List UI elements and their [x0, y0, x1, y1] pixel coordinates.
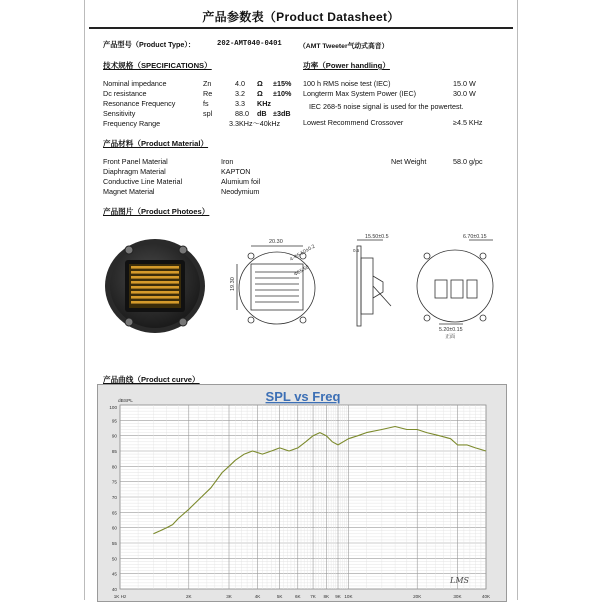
x-tick-label: 3K: [226, 594, 232, 599]
y-tick-label: 100: [109, 405, 117, 410]
datasheet-page: [84, 0, 518, 600]
material-row-label: Conductive Line Material: [103, 177, 183, 186]
y-tick-label: 85: [111, 449, 117, 454]
rear-view-label: 正面: [445, 334, 456, 340]
product-type-desc: （AMT Tweeter气动式高音）: [299, 43, 389, 50]
x-tick-label: 4K: [254, 594, 261, 599]
curve-heading: 产品曲线（Product curve）: [103, 375, 200, 384]
spec-value: 88.0: [235, 109, 249, 118]
spec-tolerance: ±10%: [273, 89, 292, 98]
x-tick-label: 1K Hz: [113, 594, 127, 599]
x-tick-label: 40K: [481, 594, 491, 599]
material-row-label: Front Panel Material: [103, 157, 168, 166]
spec-symbol: fs: [203, 99, 209, 108]
material-row-label: Diaphragm Material: [103, 167, 166, 176]
spec-value: 4.0: [235, 79, 245, 88]
x-tick-label: 10K: [344, 594, 353, 599]
photos-heading: 产品图片（Product Photoes）: [103, 207, 210, 216]
spec-value: 3.2: [235, 89, 245, 98]
net-weight-value: 58.0 g/pc: [453, 157, 483, 166]
dim-side-depth: 15.50±0.5: [365, 234, 389, 240]
power-row-value: 30.0 W: [453, 89, 476, 98]
y-tick-label: 80: [111, 464, 117, 470]
rear-view-drawing: [405, 232, 509, 344]
material-heading: 产品材料（Product Material）: [103, 139, 209, 148]
x-tick-label: 8K: [323, 594, 330, 599]
product-type-code: 202-AMT040-0401: [217, 40, 282, 48]
material-row-value: Alumium foil: [221, 177, 261, 186]
spec-unit: KHz: [257, 99, 271, 108]
spec-name: Frequency Range: [103, 119, 161, 128]
y-axis-label: dBSPL: [118, 399, 133, 404]
material-row-value: Iron: [221, 157, 234, 166]
dim-rear-width: 6.70±0.15: [463, 234, 487, 240]
spec-symbol: Zn: [203, 79, 212, 88]
dim-front-width: 20.30: [269, 239, 283, 245]
x-tick-label: 30K: [453, 594, 462, 599]
material-row-value: KAPTON: [221, 167, 251, 176]
spec-name: Resonance Frequency: [103, 99, 176, 108]
y-tick-label: 40: [111, 587, 117, 592]
spec-value: 3.3: [235, 99, 245, 108]
y-tick-label: 55: [111, 541, 117, 546]
dim-mount-hole: 4-Φ5.50±0.2: [289, 243, 317, 263]
spec-unit: dB: [257, 109, 267, 118]
y-tick-label: 65: [111, 510, 117, 516]
side-view-drawing: [343, 232, 409, 340]
net-weight-label: Net Weight: [391, 157, 427, 166]
product-type-label: 产品型号（Product Type）：: [103, 40, 196, 49]
x-tick-label: 2K: [185, 594, 192, 599]
x-tick-label: 20K: [413, 594, 422, 599]
material-row-value: Neodymium: [221, 187, 260, 196]
dim-bolt-circle: Φ55.50: [293, 264, 311, 278]
front-view-drawing: [221, 234, 327, 338]
spec-unit: Ω: [257, 79, 263, 88]
spec-name: Dc resistance: [103, 89, 147, 98]
spec-name: Nominal impedance: [103, 79, 167, 88]
power-row-label: 100 h RMS noise test (IEC): [303, 79, 391, 88]
y-tick-label: 95: [111, 418, 117, 424]
spl-chart: [98, 385, 506, 601]
dim-front-height: 19.30: [230, 277, 236, 291]
spec-tolerance: ±15%: [273, 79, 292, 88]
product-photo: [99, 236, 211, 336]
spec-name: Sensitivity: [103, 109, 136, 118]
power-heading: 功率（Power handling）: [303, 61, 390, 70]
spec-symbol: Re: [203, 89, 213, 98]
y-tick-label: 45: [111, 571, 117, 577]
spec-tolerance: ±3dB: [273, 109, 291, 118]
lms-watermark: LMS: [450, 576, 469, 585]
material-row-label: Magnet Material: [103, 187, 155, 196]
x-tick-label: 7K: [310, 594, 316, 599]
x-tick-label: 9K: [335, 594, 341, 599]
crossover-label: Lowest Recommend Crossover: [303, 118, 404, 127]
specs-heading: 技术规格（SPECIFICATIONS）: [103, 61, 212, 70]
crossover-value: ≥4.5 KHz: [453, 118, 483, 127]
spl-chart-panel: [97, 384, 507, 602]
x-tick-label: 5K: [276, 594, 283, 599]
spec-value: 3.3KHz～40kHz: [229, 119, 281, 128]
y-tick-label: 50: [111, 556, 117, 562]
y-tick-label: 70: [111, 495, 117, 500]
y-tick-label: 60: [111, 525, 117, 531]
y-tick-label: 75: [111, 479, 117, 485]
spec-symbol: spl: [203, 109, 213, 118]
spec-unit: Ω: [257, 89, 263, 98]
power-row-label: Longterm Max System Power (IEC): [303, 89, 417, 98]
dim-side-flange: 0.5: [353, 248, 360, 253]
dim-rear-pitch: 5.20±0.15: [439, 327, 463, 333]
title-divider: [89, 27, 513, 29]
power-note: IEC 268-5 noise signal is used for the powertest.: [309, 102, 464, 111]
chart-title: SPL vs Freq: [265, 389, 341, 404]
page-title: 产品参数表（Product Datasheet）: [202, 10, 400, 24]
y-tick-label: 90: [111, 433, 117, 439]
power-row-value: 15.0 W: [453, 79, 476, 88]
x-tick-label: 6K: [294, 594, 301, 599]
